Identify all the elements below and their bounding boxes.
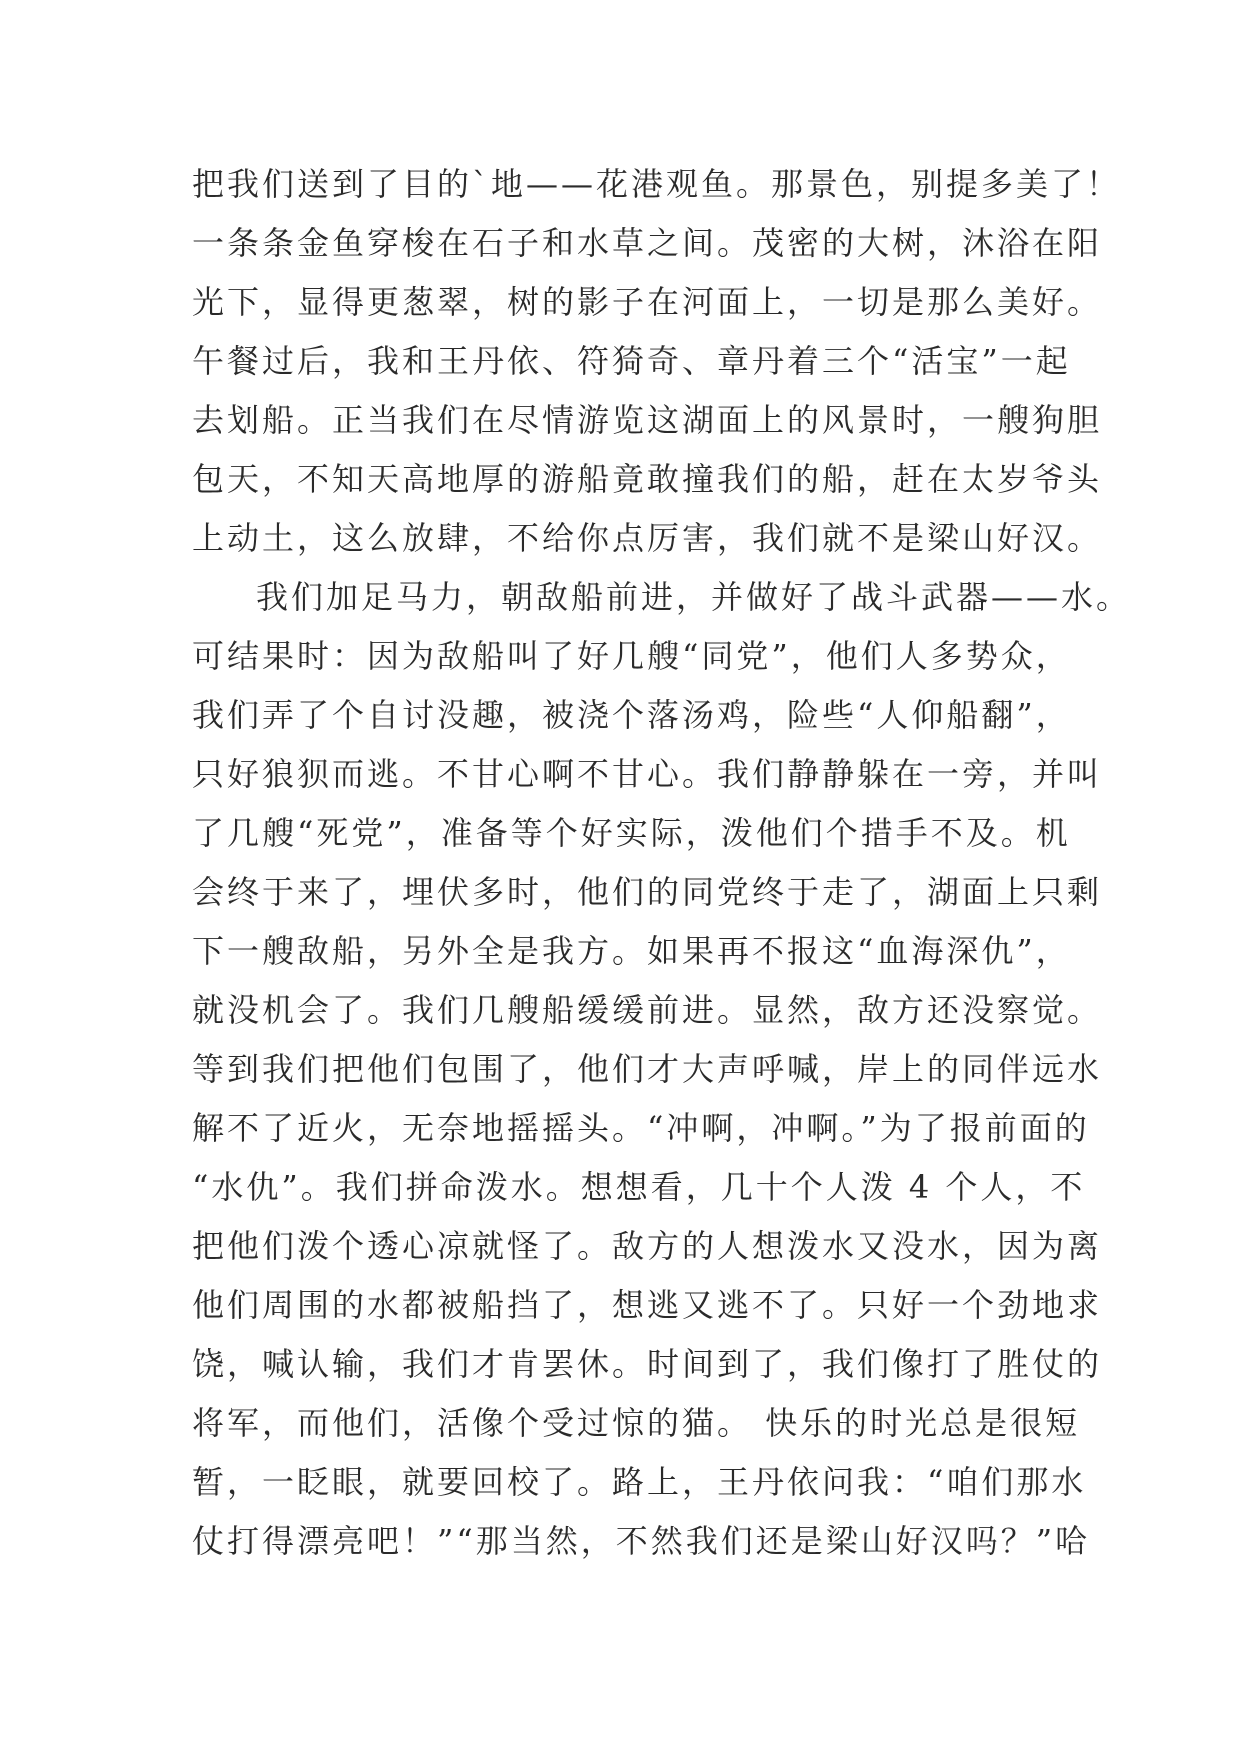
text-line: 暂，一眨眼，就要回校了。路上，王丹依问我：“咱们那水 (192, 1463, 1087, 1501)
text-line: 把他们泼个透心凉就怪了。敌方的人想泼水又没水，因为离 (192, 1227, 1103, 1265)
text-line: 等到我们把他们包围了，他们才大声呼喊，岸上的同伴远水 (192, 1050, 1103, 1088)
text-line: 会终于来了，埋伏多时，他们的同党终于走了，湖面上只剩 (192, 873, 1103, 911)
text-line: 把我们送到了目的`地——花港观鱼。那景色，别提多美了！ (192, 165, 1122, 203)
text-line: 上动土，这么放肆，不给你点厉害，我们就不是梁山好汉。 (192, 519, 1103, 557)
text-line: 一条条金鱼穿梭在石子和水草之间。茂密的大树，沐浴在阳 (192, 224, 1103, 262)
body-text (192, 155, 1132, 1571)
text-line: 他们周围的水都被船挡了，想逃又逃不了。只好一个劲地求 (192, 1286, 1103, 1324)
text-line: 饶，喊认输，我们才肯罢休。时间到了，我们像打了胜仗的 (192, 1345, 1103, 1383)
text-line: 就没机会了。我们几艘船缓缓前进。显然，敌方还没察觉。 (192, 991, 1103, 1029)
text-line: 可结果时：因为敌船叫了好几艘“同党”，他们人多势众， (192, 637, 1071, 675)
text-line: 光下，显得更葱翠，树的影子在河面上，一切是那么美好。 (192, 283, 1103, 321)
paragraph-start-line: 我们加足马力，朝敌船前进，并做好了战斗武器——水。 (256, 578, 1132, 616)
text-line: 将军，而他们，活像个受过惊的猫。 快乐的时光总是很短 (192, 1404, 1081, 1442)
text-line: 仗打得漂亮吧！”“那当然，不然我们还是梁山好汉吗？”哈 (192, 1522, 1091, 1560)
text-line: 去划船。正当我们在尽情游览这湖面上的风景时，一艘狗胆 (192, 401, 1103, 439)
text-line: 我们弄了个自讨没趣，被浇个落汤鸡，险些“人仰船翻”， (192, 696, 1071, 734)
text-line: 午餐过后，我和王丹依、符猗奇、章丹着三个“活宝”一起 (192, 342, 1071, 380)
text-line: 只好狼狈而逃。不甘心啊不甘心。我们静静躲在一旁，并叫 (192, 755, 1103, 793)
text-line: 包天，不知天高地厚的游船竟敢撞我们的船，赶在太岁爷头 (192, 460, 1103, 498)
text-line: 了几艘“死党”，准备等个好实际，泼他们个措手不及。机 (192, 814, 1071, 852)
text-line: 解不了近火，无奈地摇摇头。“冲啊，冲啊。”为了报前面的 (192, 1109, 1090, 1147)
text-line: 下一艘敌船，另外全是我方。如果再不报这“血海深仇”， (192, 932, 1071, 970)
text-line: “水仇”。我们拼命泼水。想想看，几十个人泼 4 个人，不 (192, 1168, 1086, 1206)
